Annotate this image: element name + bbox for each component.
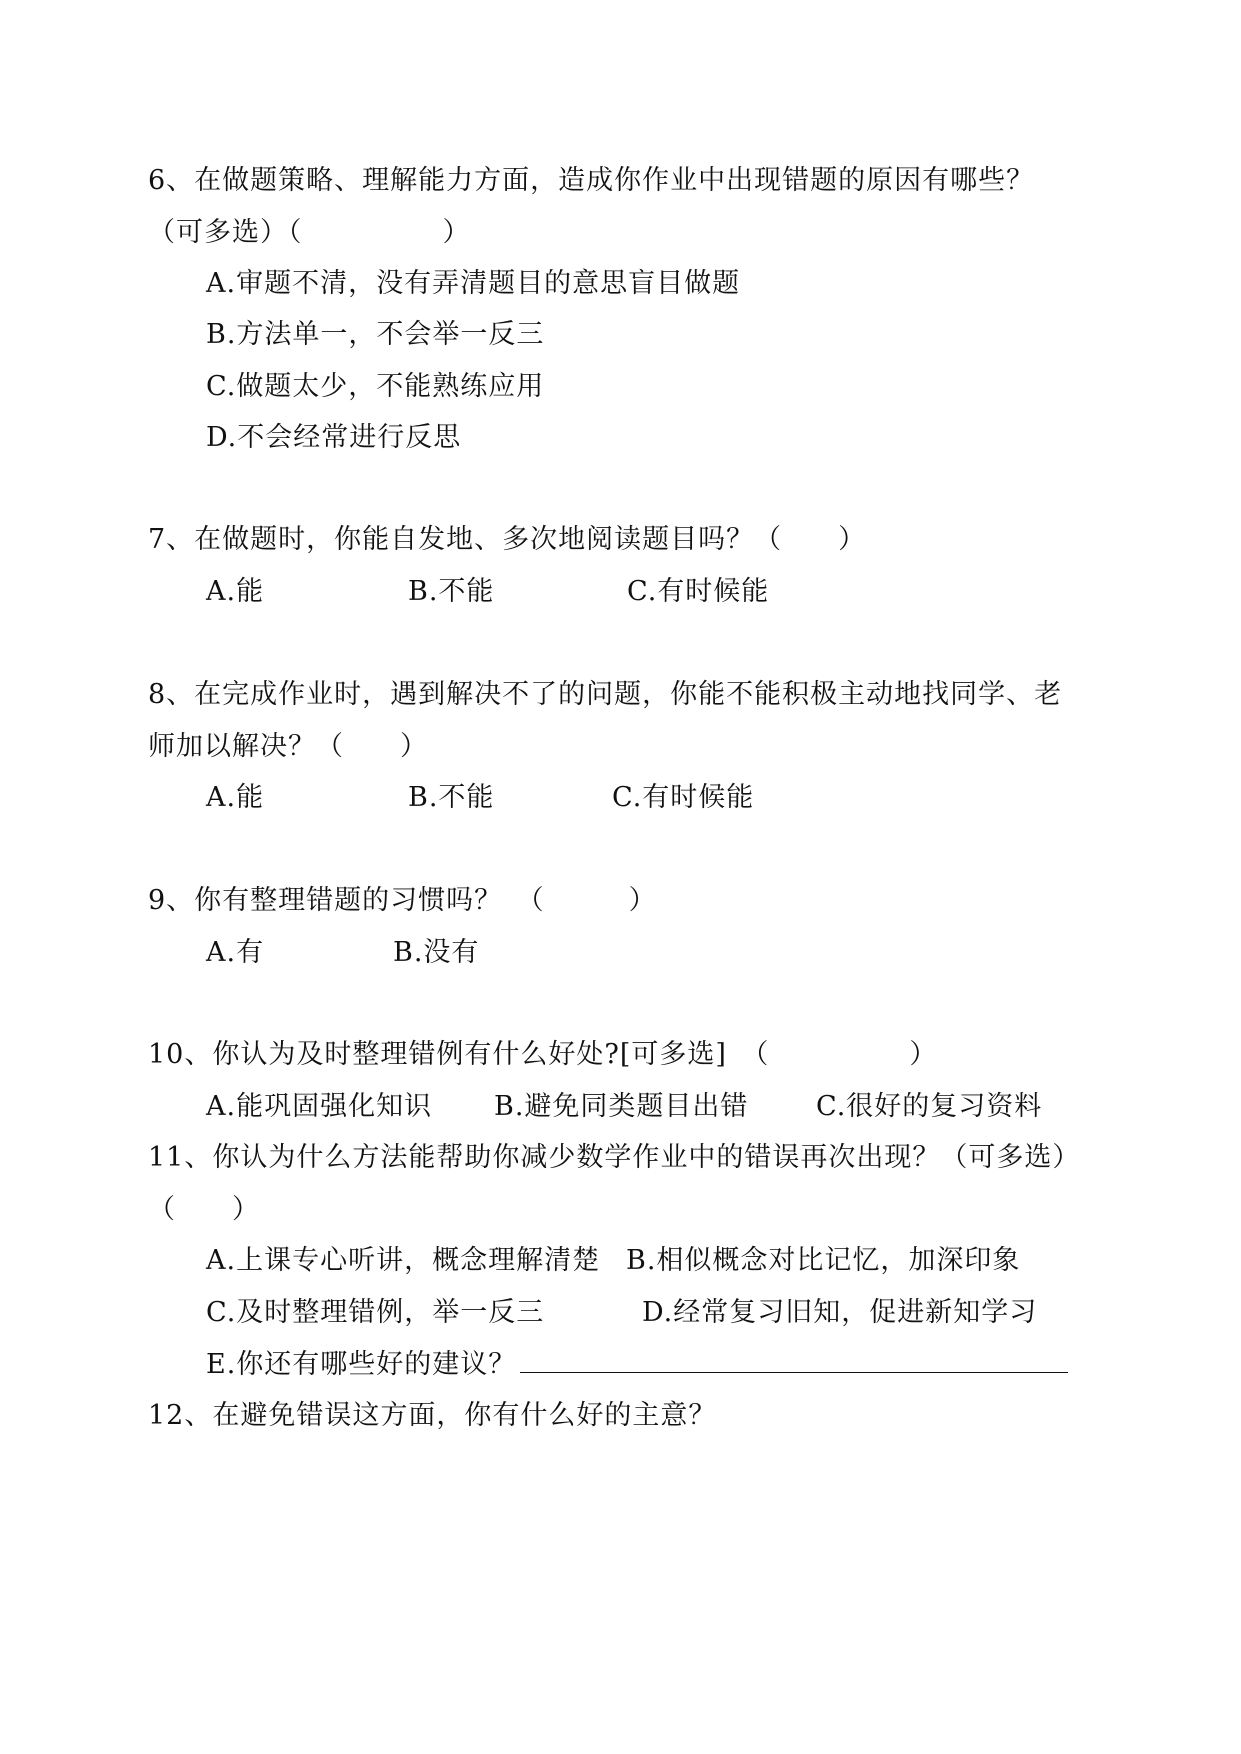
question-11-option-c: C.及时整理错例，举一反三 [206, 1297, 545, 1328]
question-9-option-a: A.有 [206, 937, 265, 968]
question-7-text: 7、在做题时，你能自发地、多次地阅读题目吗？（ ） [148, 524, 867, 555]
question-8-option-c: C.有时候能 [612, 782, 755, 813]
question-11-answer-bracket: （ ） [148, 1194, 260, 1225]
question-8-text: 8、在完成作业时，遇到解决不了的问题，你能不能积极主动地找同学、老 [148, 679, 1063, 710]
question-11-option-d: D.经常复习旧知，促进新知学习 [642, 1297, 1038, 1328]
question-10-option-b: B.避免同类题目出错 [494, 1091, 749, 1122]
question-6-option-a: A.审题不清，没有弄清题目的意思盲目做题 [206, 268, 741, 299]
question-11-option-e-row [206, 1348, 1068, 1382]
question-10-option-c: C.很好的复习资料 [816, 1091, 1043, 1122]
question-8-option-a: A.能 [206, 782, 265, 813]
question-10-text: 10、你认为及时整理错例有什么好处?[可多选] （ ） [148, 1039, 938, 1070]
question-10-option-a: A.能巩固强化知识 [206, 1091, 433, 1122]
question-6-option-c: C.做题太少，不能熟练应用 [206, 371, 545, 402]
question-6-multi-note: （可多选）（ ） [148, 217, 471, 248]
question-7-option-b: B.不能 [408, 576, 495, 607]
question-9-text: 9、你有整理错题的习惯吗？ （ ） [148, 885, 657, 916]
question-8-text-cont: 师加以解决？（ ） [148, 731, 428, 762]
question-7-option-c: C.有时候能 [627, 576, 770, 607]
question-11-option-a: A.上课专心听讲，概念理解清楚 [206, 1245, 601, 1276]
question-6-text: 6、在做题策略、理解能力方面，造成你作业中出现错题的原因有哪些？ [148, 165, 1035, 196]
question-6-option-b: B.方法单一，不会举一反三 [206, 319, 545, 350]
question-11-text: 11、你认为什么方法能帮助你减少数学作业中的错误再次出现？（可多选） [148, 1142, 1081, 1173]
question-11-option-e: E.你还有哪些好的建议？ [206, 1349, 517, 1380]
question-12-text: 12、在避免错误这方面，你有什么好的主意？ [148, 1400, 717, 1431]
question-6-option-d: D.不会经常进行反思 [206, 422, 462, 453]
question-9-option-b: B.没有 [393, 937, 480, 968]
question-11-option-b: B.相似概念对比记忆，加深印象 [626, 1245, 1021, 1276]
question-7-option-a: A.能 [206, 576, 265, 607]
suggestion-blank-line [520, 1350, 1068, 1373]
question-8-option-b: B.不能 [408, 782, 495, 813]
